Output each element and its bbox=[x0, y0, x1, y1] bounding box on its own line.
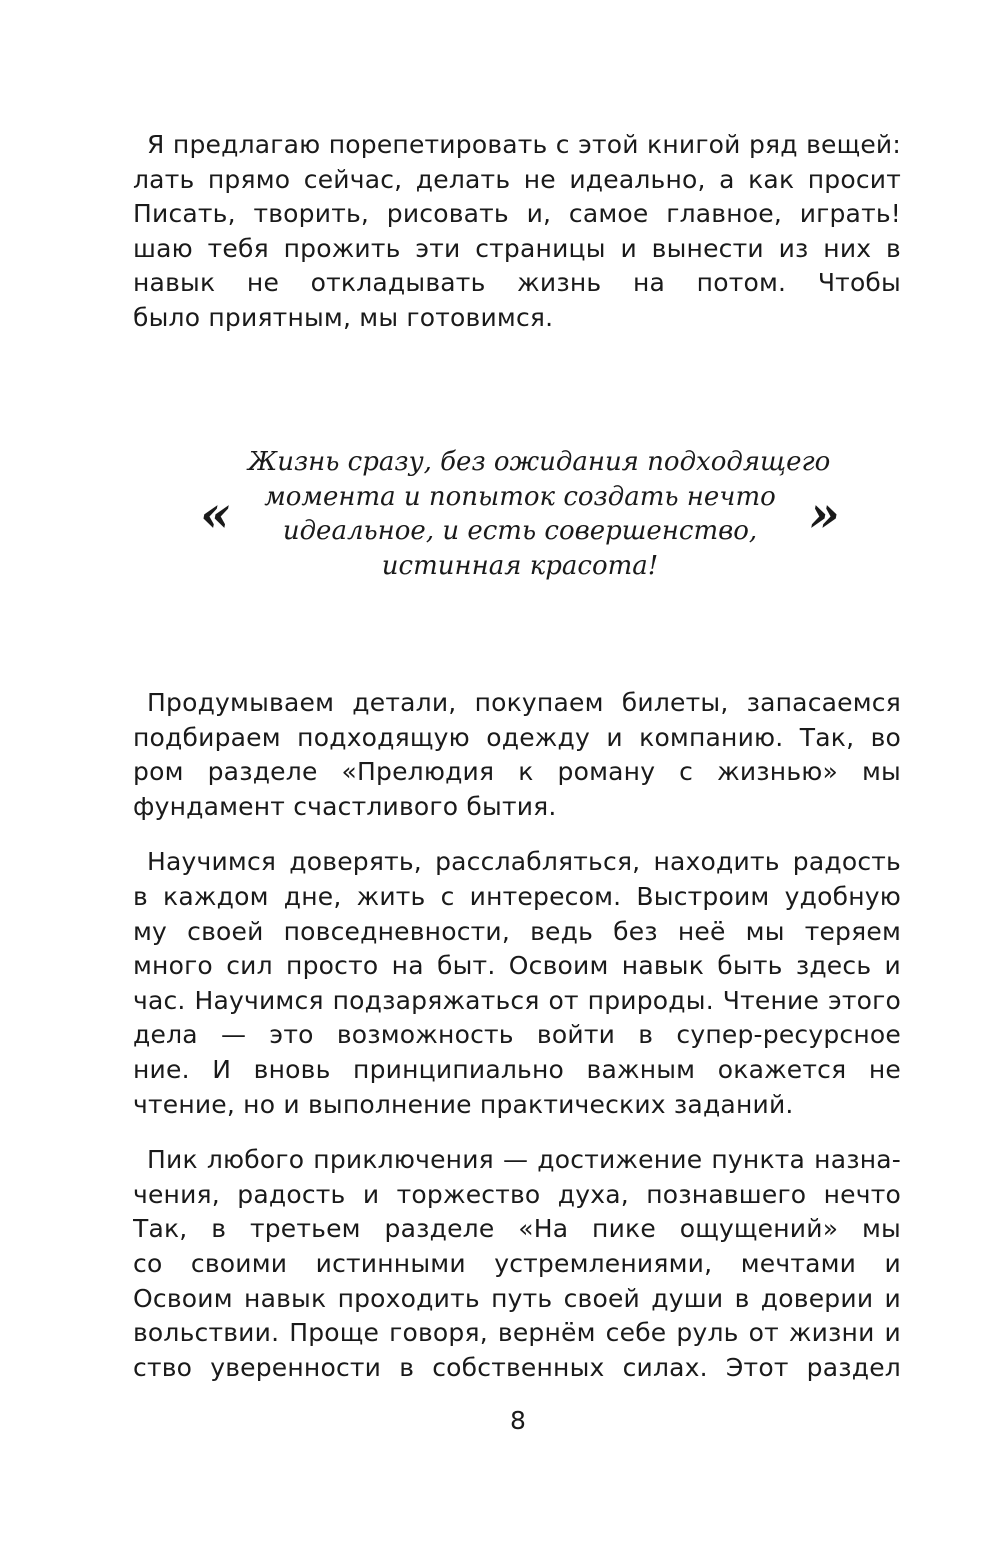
quote-line: истинная красота! bbox=[381, 550, 659, 581]
paragraph-line: Научимся доверять, расслабляться, находить радость bbox=[147, 847, 901, 877]
paragraph-line: дела — это возможность войти в супер-ресурсное bbox=[133, 1020, 901, 1050]
intro-line: навык не откладывать жизнь на потом. Чтобы bbox=[133, 268, 901, 298]
pull-quote bbox=[200, 445, 840, 583]
paragraph-spacer bbox=[133, 1122, 901, 1143]
quote-line: идеальное, и есть совершенство, bbox=[282, 516, 758, 546]
quote-text bbox=[248, 445, 831, 583]
paragraph-line: подбираем подходящую одежду и компанию. Так, во bbox=[133, 722, 901, 752]
quote-line: Жизнь сразу, без ожидания подходящего bbox=[248, 447, 831, 477]
page-number: 8 bbox=[510, 1406, 526, 1435]
paragraph-line: фундамент счастливого бытия. bbox=[133, 791, 557, 821]
intro-line: было приятным, мы готовимся. bbox=[133, 302, 554, 332]
paragraph-line: Продумываем детали, покупаем билеты, запасаемся bbox=[147, 688, 901, 717]
quote-line: момента и попыток создать нечто bbox=[264, 481, 776, 512]
paragraph-line: ство уверенности в собственных силах. Этот раздел bbox=[133, 1352, 901, 1382]
close-quote-mark: » bbox=[808, 484, 840, 543]
paragraph-line: чения, радость и торжество духа, познавшего нечто bbox=[133, 1179, 901, 1209]
intro-line: шаю тебя прожить эти страницы и вынести из них в bbox=[133, 233, 901, 263]
intro-paragraph bbox=[133, 128, 901, 336]
open-quote-mark: « bbox=[200, 484, 232, 543]
paragraph-prelude bbox=[133, 686, 901, 824]
paragraph-trust bbox=[133, 845, 901, 1122]
paragraph-line: Освоим навык проходить путь своей души в доверии и bbox=[133, 1283, 901, 1313]
paragraph-line: час. Научимся подзаряжаться от природы. Чтение этого bbox=[133, 985, 901, 1015]
paragraph-line: в каждом дне, жить с интересом. Выстроим удобную bbox=[133, 881, 901, 911]
paragraph-spacer bbox=[133, 824, 901, 845]
intro-line: лать прямо сейчас, делать не идеально, а как просит bbox=[133, 164, 901, 194]
intro-line: Я предлагаю порепетировать с этой книгой ряд вещей: bbox=[147, 130, 901, 159]
body-text bbox=[133, 686, 901, 1385]
paragraph-line: Так, в третьем разделе «На пике ощущений» мы bbox=[133, 1214, 901, 1244]
paragraph-line: ром разделе «Прелюдия к роману с жизнью» мы bbox=[133, 757, 901, 787]
paragraph-line: му своей повседневности, ведь без неё мы теряем bbox=[133, 916, 901, 946]
paragraph-line: чтение, но и выполнение практических заданий. bbox=[133, 1089, 794, 1119]
paragraph-line: ние. И вновь принципиально важным окажется не bbox=[133, 1054, 901, 1084]
paragraph-line: Пик любого приключения — достижение пункта назна- bbox=[147, 1145, 901, 1175]
intro-line: Писать, творить, рисовать и, самое главное, играть! bbox=[133, 199, 901, 229]
paragraph-line: много сил просто на быт. Освоим навык быть здесь и bbox=[133, 951, 901, 981]
paragraph-peak bbox=[133, 1143, 901, 1385]
paragraph-line: вольствии. Проще говоря, вернём себе руль от жизни и bbox=[133, 1318, 901, 1348]
paragraph-line: со своими истинными устремлениями, мечтами и bbox=[133, 1248, 901, 1278]
